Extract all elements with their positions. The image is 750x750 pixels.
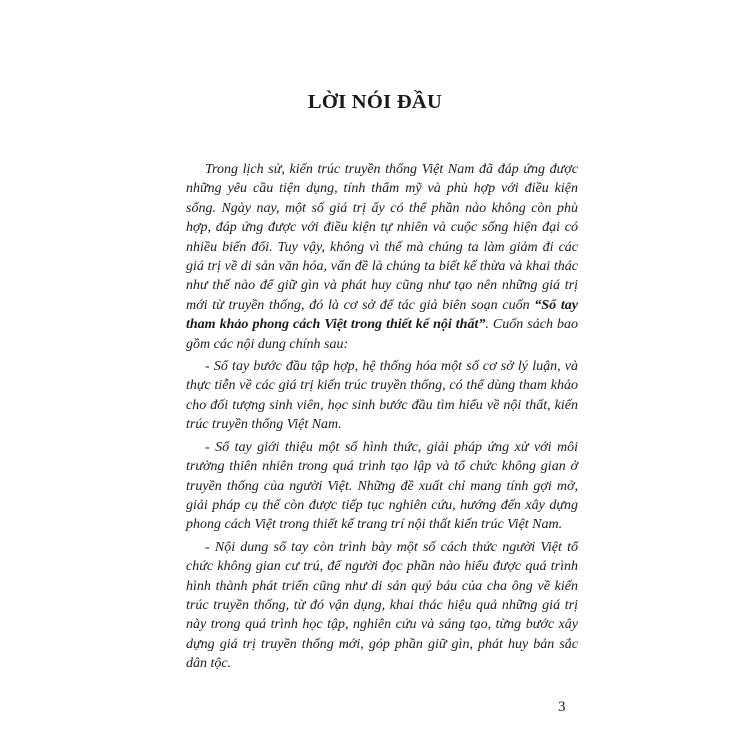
intro-paragraph bbox=[186, 160, 578, 354]
book-title: “Sổ tay tham khảo phong cách Việt trong thiết kế nội thất” bbox=[186, 297, 578, 333]
content-item-1: - Sổ tay bước đầu tập hợp, hệ thống hóa một số cơ sở lý luận, và thực tiễn về các giá trị kiến trúc truyền thống, có thể dùng tham khảo cho đối tượng sinh viên, học sinh bước đầu tìm hiểu về nội thất, kiến trúc truyền thống Việt Nam. bbox=[186, 359, 578, 433]
content-item-3: - Nội dung sổ tay còn trình bày một số cách thức người Việt tổ chức không gian cư trú, để người đọc phần nào hiểu được quá trình hình thành phát triển cũng như di sản quý báu của cha ông về kiến trúc truyền thống, từ đó vận dụng, khai thác hiệu quả những giá trị này trong quá trình học tập, nghiên cứu và sáng tạo, từng bước xây dựng giá trị truyền thống mới, góp phần giữ gìn, phát huy bản sắc dân tộc. bbox=[186, 539, 578, 672]
content-item-2: - Sổ tay giới thiệu một số hình thức, giải pháp ứng xử với môi trường thiên nhiên trong quá trình tạo lập và tổ chức không gian ở truyền thống của người Việt. Những đề xuất chỉ mang tính gợi mở, giải pháp cụ thể còn được tiếp tục nghiên cứu, hướng đến xây dựng phong cách Việt trong thiết kế trang trí nội thất kiến trúc Việt Nam. bbox=[186, 439, 578, 533]
page-title: LỜI NÓI ĐẦU bbox=[307, 91, 443, 113]
page-number: 3 bbox=[558, 699, 566, 715]
preface-body bbox=[186, 160, 578, 674]
intro-text-before: Trong lịch sử, kiến trúc truyền thống Việt Nam đã đáp ứng được những yêu cầu tiện dụng, tính thẩm mỹ và phù hợp với điều kiện sống. Ngày nay, một số giá trị ấy có thể phần nào không còn phù hợp, đáp ứng được với điều kiện tự nhiên và cuộc sống hiện đại có nhiều biến đổi. Tuy vậy, không vì thế mà chúng ta làm giảm đi các giá trị về di sản văn hóa, vấn đề là chúng ta biết kế thừa và khai thác như thế nào để giữ gìn và phát huy cũng như tạo nên những giá trị mới từ truyền thống, đó là cơ sở để tác giả biên soạn cuốn bbox=[186, 162, 578, 313]
intro-text-after: . Cuốn sách bao gồm các nội dung chính sau: bbox=[186, 317, 578, 352]
